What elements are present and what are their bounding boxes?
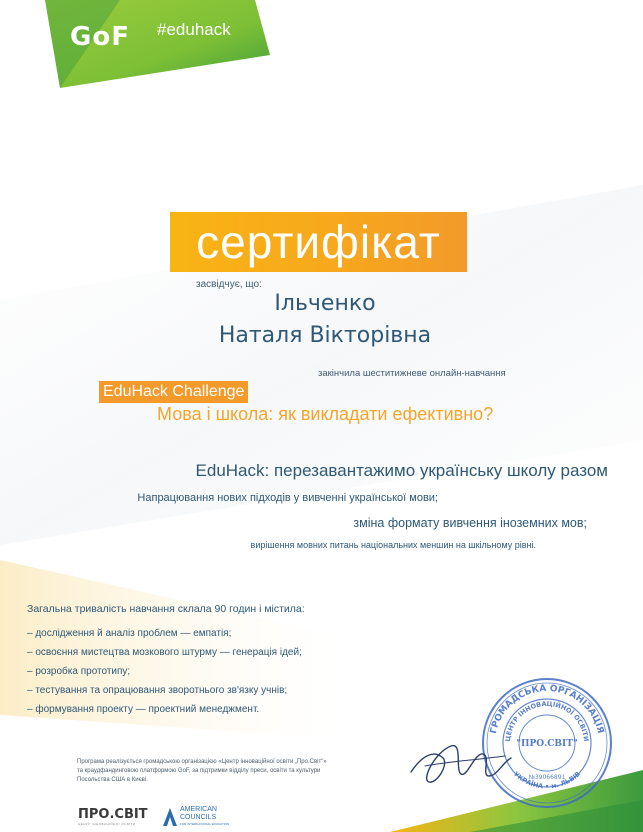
- american-councils-line-2: COUNCILS: [180, 814, 217, 821]
- recipient-given-names: Наталя Вікторівна: [218, 323, 432, 348]
- slogan-line-3: вирішення мовних питань національних меншин на шкільному рівні.: [250, 540, 536, 550]
- slogan-line-1: Напрацювання нових підходів у вивченні української мови;: [137, 492, 438, 504]
- stamp-inner-text: ЦЕНТР ІННОВАЦІЙНОЇ ОСВІТИ: [503, 699, 591, 742]
- recipient-surname: Ільченко: [274, 291, 376, 316]
- stamp-outer-text: ГРОМАДСЬКА ОРГАНІЗАЦІЯ: [488, 683, 606, 735]
- footer-line: Посольства США в Києві.: [77, 777, 148, 783]
- footer-note: [77, 758, 377, 785]
- footer-line: Програма реалізується громадською організацією «Центр інноваційної освіти „Про.Світ"»: [77, 759, 327, 765]
- american-councils-icon: [163, 808, 177, 826]
- gof-logo: GoF: [70, 22, 130, 52]
- certificate-title: сертифікат: [170, 212, 467, 272]
- prosvit-subtitle: ЦЕНТР ІННОВАЦІЙНОЇ ОСВІТИ: [78, 822, 136, 826]
- completed-text: закінчила шеститижневе онлайн-навчання: [318, 368, 506, 379]
- american-councils-subtitle: FOR INTERNATIONAL EDUCATION: [180, 822, 230, 826]
- slogan-line-2: зміна формату вивчення іноземних мов;: [353, 516, 587, 530]
- signature: [405, 732, 515, 792]
- topic-item: – дослідження й аналіз проблем — емпатія;: [27, 628, 232, 639]
- svg-text:ЦЕНТР ІННОВАЦІЙНОЇ ОСВІТИ: [504, 700, 590, 742]
- program-badge: EduHack Challenge: [99, 381, 248, 403]
- duration-text: Загальна тривалість навчання склала 90 годин і містила:: [27, 603, 305, 615]
- slogan-title: EduHack: перезавантажимо українську школу разом: [195, 461, 608, 480]
- topic-item: – освоєння мистецтва мозкового штурму — генерація ідей;: [27, 647, 302, 658]
- prosvit-logo: ПРО.СВІТ: [78, 807, 148, 822]
- stamp-bottom-text: УКРАЇНА • м. ЛЬВІВ: [512, 769, 582, 791]
- topic-item: – тестування та опрацювання зворотнього зв'язку учнів;: [27, 685, 288, 696]
- footer-line: та краудфандинговою платформою GoF, за підтримки відділу преси, освіти та культури: [77, 768, 321, 774]
- american-councils-line-1: AMERICAN: [180, 806, 217, 813]
- topics-list: [27, 624, 302, 719]
- stamp-code: №39066891: [528, 774, 566, 781]
- course-title: Мова і школа: як викладати ефективно?: [157, 404, 494, 424]
- topic-item: – розробка прототипу;: [27, 666, 131, 677]
- attests-text: засвідчує, що:: [196, 279, 262, 290]
- hashtag-eduhack: #eduhack: [157, 20, 231, 39]
- topic-item: – формування проекту — проектний менеджмент.: [27, 704, 260, 715]
- stamp-center-text: "ПРО.СВІТ": [516, 739, 578, 749]
- american-councils-logo: [180, 806, 217, 822]
